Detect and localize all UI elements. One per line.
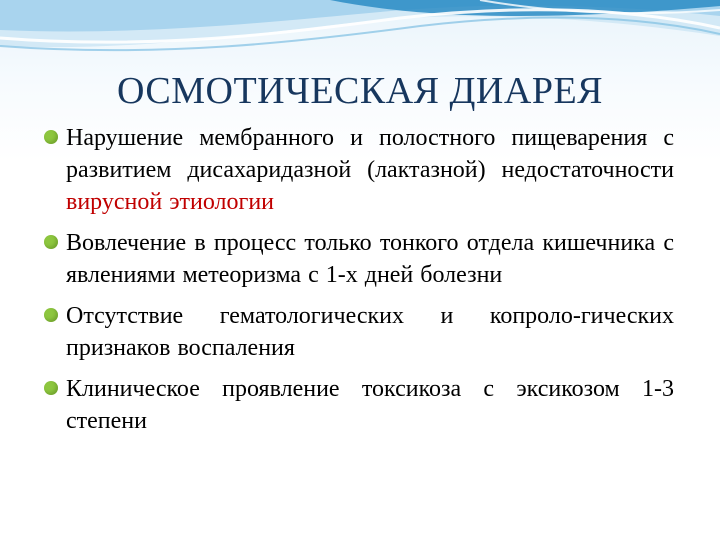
bullet-text: Клиническое проявление токсикоза с эксикозом 1-3 степени xyxy=(66,376,674,434)
bullet-marker-icon xyxy=(44,130,58,144)
slide-title: ОСМОТИЧЕСКАЯ ДИАРЕЯ xyxy=(116,70,604,112)
bullet-marker-icon xyxy=(44,308,58,322)
bullet-marker-icon xyxy=(44,381,58,395)
bullet-text: Вовлечение в процесс только тонкого отдела кишечника с явлениями метеоризма с 1-х дней болезни xyxy=(66,230,674,288)
bullet-item-1 xyxy=(66,122,674,218)
bullet-item-4 xyxy=(66,373,674,437)
bullet-highlight-text: вирусной этиологии xyxy=(66,189,275,215)
bullet-text: Отсутствие гематологических и копроло-гических признаков воспаления xyxy=(66,303,674,361)
bullet-text: Нарушение мембранного и полостного пищеварения с развитием дисахаридазной (лактазной) недостаточности xyxy=(66,125,674,183)
bullet-marker-icon xyxy=(44,235,58,249)
bullet-list xyxy=(0,122,720,446)
bullet-item-3 xyxy=(66,300,674,364)
bullet-item-2 xyxy=(66,227,674,291)
